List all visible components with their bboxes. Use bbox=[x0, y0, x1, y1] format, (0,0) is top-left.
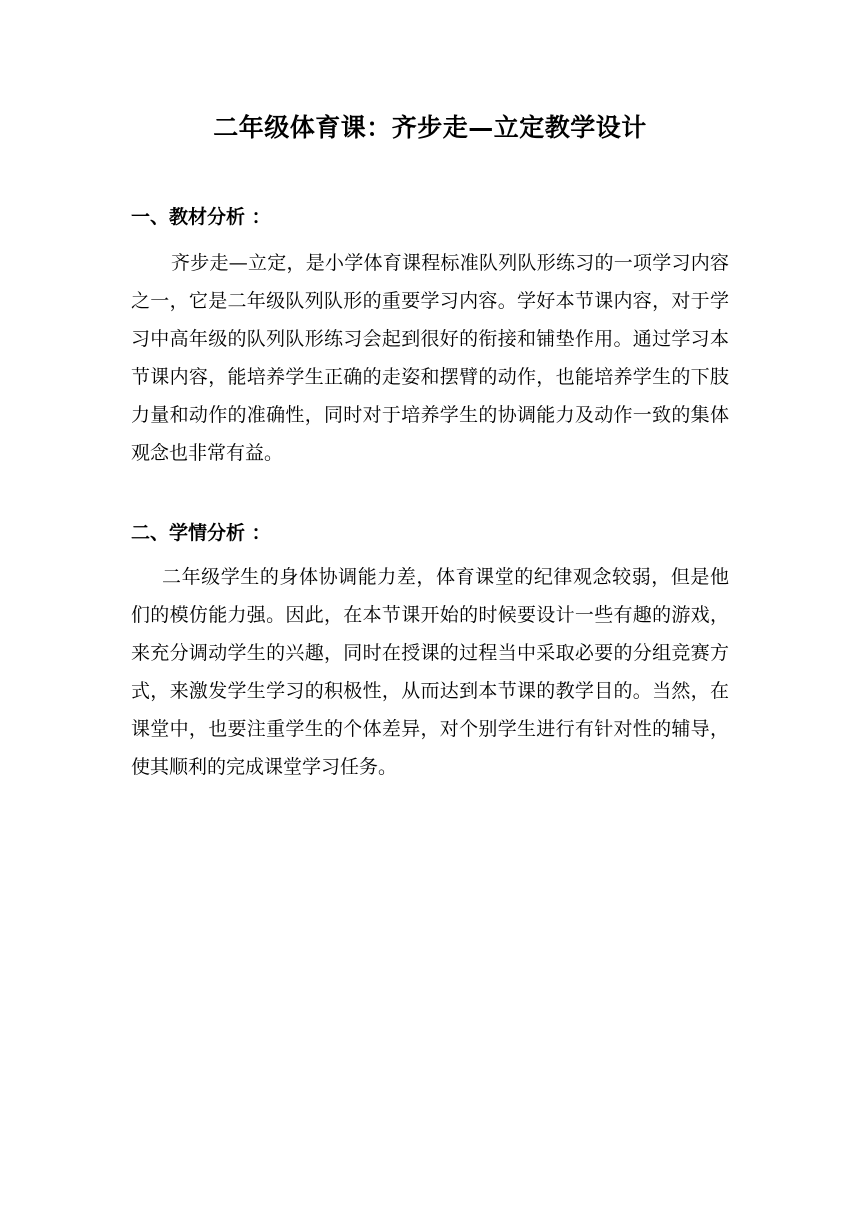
section-paragraph-student-analysis: 二年级学生的身体协调能力差，体育课堂的纪律观念较弱，但是他们的模仿能力强。因此，在本节课开始的时候要设计一些有趣的游戏，来充分调动学生的兴趣，同时在授课的过程当中采取必要的分组竞赛方式，来激发学生学习的积极性，从而达到本节课的教学目的。当然，在课堂中，也要注重学生的个体差异，对个别学生进行有针对性的辅导，使其顺利的完成课堂学习任务。 bbox=[131, 566, 729, 778]
section-heading-textbook-analysis: 一、教材分析 ： bbox=[131, 206, 271, 228]
section-paragraph-textbook-analysis: 齐步走—立定，是小学体育课程标准队列队形练习的一项学习内容之一，它是二年级队列队形的重要学习内容。学好本节课内容，对于学习中高年级的队列队形练习会起到很好的衔接和铺垫作用。通过学习本节课内容，能培养学生正确的走姿和摆臂的动作，也能培养学生的下肢力量和动作的准确性，同时对于培养学生的协调能力及动作一致的集体观念也非常有益。 bbox=[131, 252, 729, 464]
section-heading-student-analysis: 二、学情分析 ： bbox=[131, 522, 271, 544]
document-title: 二年级体育课：齐步走—立定教学设计 bbox=[213, 113, 647, 142]
